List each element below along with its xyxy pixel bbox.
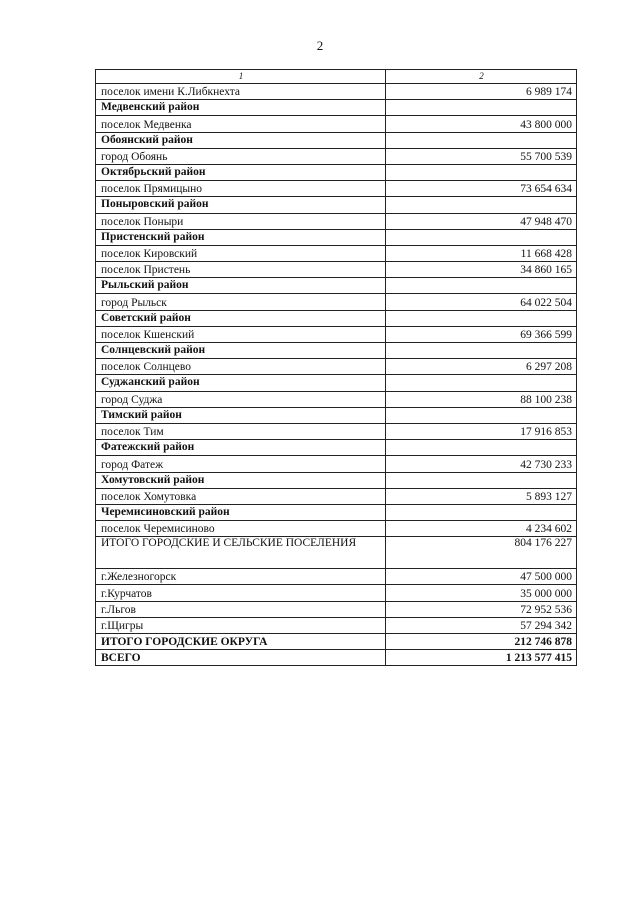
row-amount: 47 948 470 <box>386 213 577 229</box>
budget-table <box>95 69 577 666</box>
table-row <box>96 116 577 132</box>
row-amount: 34 860 165 <box>386 262 577 278</box>
table-row <box>96 585 577 601</box>
district-name: Хомутовский район <box>96 472 386 488</box>
row-name: ИТОГО ГОРОДСКИЕ ОКРУГА <box>96 634 386 650</box>
row-name: поселок имени К.Либкнехта <box>96 84 386 100</box>
total-row <box>96 634 577 650</box>
table-row <box>96 488 577 504</box>
row-amount: 72 952 536 <box>386 601 577 617</box>
row-name: поселок Черемисиново <box>96 521 386 537</box>
district-header-row <box>96 504 577 520</box>
row-name: поселок Солнцево <box>96 359 386 375</box>
district-name: Обоянский район <box>96 132 386 148</box>
table-row <box>96 423 577 439</box>
district-name: Черемисиновский район <box>96 504 386 520</box>
row-amount: 42 730 233 <box>386 456 577 472</box>
page-number: 2 <box>316 38 324 53</box>
row-name: город Фатеж <box>96 456 386 472</box>
row-name: г.Щигры <box>96 617 386 633</box>
row-amount: 1 213 577 415 <box>386 650 577 666</box>
district-header-row <box>96 164 577 180</box>
district-name: Рыльский район <box>96 278 386 294</box>
table-row <box>96 294 577 310</box>
district-name: Фатежский район <box>96 440 386 456</box>
row-amount <box>386 278 577 294</box>
row-name: поселок Кировский <box>96 245 386 261</box>
row-name: поселок Поныри <box>96 213 386 229</box>
row-name: поселок Пристень <box>96 262 386 278</box>
table-row <box>96 84 577 100</box>
total-row <box>96 650 577 666</box>
row-name: г.Железногорск <box>96 569 386 585</box>
table-header-row <box>96 70 577 84</box>
row-amount: 6 989 174 <box>386 84 577 100</box>
table-row <box>96 601 577 617</box>
row-amount: 69 366 599 <box>386 326 577 342</box>
district-name: Суджанский район <box>96 375 386 391</box>
district-header-row <box>96 278 577 294</box>
table-body <box>96 84 577 666</box>
row-amount: 88 100 238 <box>386 391 577 407</box>
row-amount <box>386 229 577 245</box>
row-amount <box>386 197 577 213</box>
row-amount <box>386 472 577 488</box>
row-amount <box>386 164 577 180</box>
district-header-row <box>96 229 577 245</box>
district-header-row <box>96 100 577 116</box>
row-name: г.Курчатов <box>96 585 386 601</box>
district-name: Октябрьский район <box>96 164 386 180</box>
district-name: Пристенский район <box>96 229 386 245</box>
row-amount <box>386 343 577 359</box>
table-row <box>96 326 577 342</box>
district-header-row <box>96 310 577 326</box>
row-amount <box>386 407 577 423</box>
row-name: поселок Тим <box>96 423 386 439</box>
row-name: поселок Хомутовка <box>96 488 386 504</box>
table-row <box>96 456 577 472</box>
row-amount: 4 234 602 <box>386 521 577 537</box>
row-amount <box>386 310 577 326</box>
district-header-row <box>96 440 577 456</box>
district-header-row <box>96 197 577 213</box>
district-header-row <box>96 375 577 391</box>
row-name: поселок Медвенка <box>96 116 386 132</box>
row-amount: 17 916 853 <box>386 423 577 439</box>
total-row <box>96 537 577 569</box>
table-row <box>96 148 577 164</box>
table-row <box>96 521 577 537</box>
table-row <box>96 181 577 197</box>
district-name: Советский район <box>96 310 386 326</box>
row-name: поселок Кшенский <box>96 326 386 342</box>
row-amount: 6 297 208 <box>386 359 577 375</box>
district-name: Солнцевский район <box>96 343 386 359</box>
row-amount: 43 800 000 <box>386 116 577 132</box>
row-name: ИТОГО ГОРОДСКИЕ И СЕЛЬСКИЕ ПОСЕЛЕНИЯ <box>96 537 386 569</box>
row-amount <box>386 375 577 391</box>
row-amount: 57 294 342 <box>386 617 577 633</box>
table-row <box>96 359 577 375</box>
table-row <box>96 213 577 229</box>
row-amount: 73 654 634 <box>386 181 577 197</box>
row-amount: 11 668 428 <box>386 245 577 261</box>
district-header-row <box>96 472 577 488</box>
row-amount: 5 893 127 <box>386 488 577 504</box>
row-amount: 55 700 539 <box>386 148 577 164</box>
district-header-row <box>96 343 577 359</box>
row-amount <box>386 100 577 116</box>
row-name: город Обоянь <box>96 148 386 164</box>
district-header-row <box>96 407 577 423</box>
row-name: город Рыльск <box>96 294 386 310</box>
table-row <box>96 617 577 633</box>
row-name: ВСЕГО <box>96 650 386 666</box>
row-amount <box>386 440 577 456</box>
table-row <box>96 569 577 585</box>
column-header-1: 1 <box>96 70 386 84</box>
district-name: Поныровский район <box>96 197 386 213</box>
row-amount <box>386 132 577 148</box>
district-name: Тимский район <box>96 407 386 423</box>
row-name: г.Льгов <box>96 601 386 617</box>
row-amount: 35 000 000 <box>386 585 577 601</box>
row-name: поселок Прямицыно <box>96 181 386 197</box>
row-amount: 47 500 000 <box>386 569 577 585</box>
table-row <box>96 245 577 261</box>
row-amount <box>386 504 577 520</box>
row-amount: 212 746 878 <box>386 634 577 650</box>
row-amount: 804 176 227 <box>386 537 577 569</box>
row-amount: 64 022 504 <box>386 294 577 310</box>
table-row <box>96 391 577 407</box>
district-name: Медвенский район <box>96 100 386 116</box>
column-header-2: 2 <box>386 70 577 84</box>
district-header-row <box>96 132 577 148</box>
table-row <box>96 262 577 278</box>
row-name: город Суджа <box>96 391 386 407</box>
